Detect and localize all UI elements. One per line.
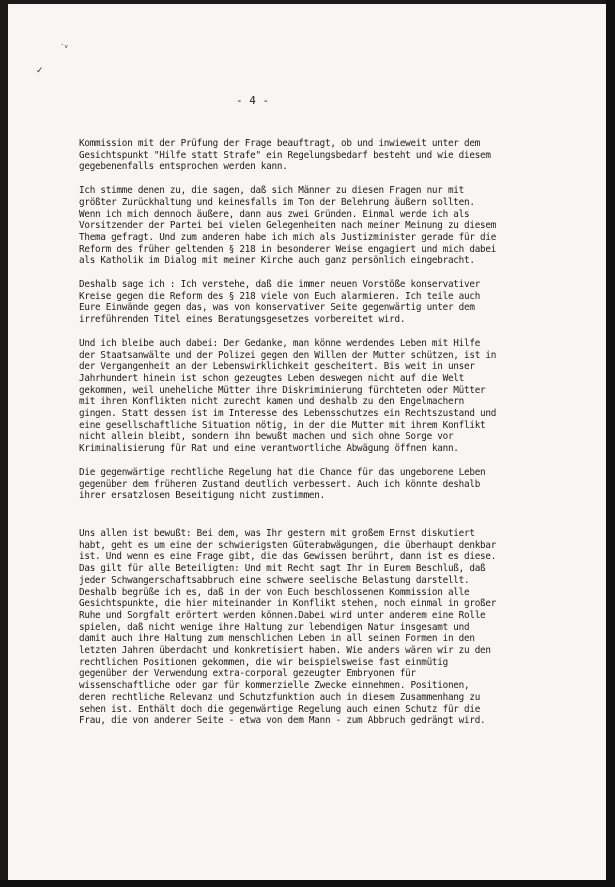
paragraph bbox=[79, 279, 559, 326]
text-line: Reform des früher geltenden § 218 in besonderer Weise engagiert und mich dabei bbox=[79, 243, 497, 255]
paragraph bbox=[79, 467, 559, 502]
text-line: größter Zurückhaltung und keinesfalls im Ton der Belehrung äußern sollten. bbox=[79, 196, 475, 208]
text-line: gingen. Statt dessen ist im Interesse des Lebensschutzes ein Rechtszustand und bbox=[79, 408, 497, 420]
text-line: gekommen, weil uneheliche Mütter ihre Diskriminierung fürchteten oder Mütter bbox=[79, 384, 486, 396]
text-line: mit ihren Konflikten nicht zurecht kamen und deshalb zu den Engelmachern bbox=[79, 396, 464, 408]
text-line: Vorsitzender der Partei bei vielen Gelegenheiten nach meiner Meinung zu diesem bbox=[79, 220, 497, 232]
scan-border-right bbox=[606, 0, 615, 887]
text-line: rechtlichen Positionen gekommen, die wir beispielsweise fast einmütig bbox=[79, 656, 448, 668]
paragraph bbox=[79, 138, 559, 173]
scan-mark: ˙ᵛ bbox=[60, 44, 69, 54]
text-line: als Katholik im Dialog mit meiner Kirche auch ganz persönlich eingebracht. bbox=[79, 255, 475, 267]
text-line: wissenschaftliche oder gar für kommerzielle Zwecke einnehmen. Positionen, bbox=[79, 680, 470, 692]
text-line: deren rechtliche Relevanz und Schutzfunktion auch in diesem Zusammenhang zu bbox=[79, 691, 481, 703]
text-line: der Vergangenheit an der Lebenswirklichkeit gescheitert. Bis weit in unser bbox=[79, 361, 475, 373]
text-line: Kriminalisierung für Rat und eine verantwortliche Abwägung öffnen kann. bbox=[79, 443, 459, 455]
text-line: Und ich bleibe auch dabei: Der Gedanke, man könne werdendes Leben mit Hilfe bbox=[79, 337, 481, 349]
paragraph bbox=[79, 185, 559, 267]
text-line: Kommission mit der Prüfung der Frage beauftragt, ob und inwieweit unter dem bbox=[79, 138, 481, 149]
text-line: der Staatsanwälte und der Polizei gegen den Willen der Mutter schützen, ist in bbox=[79, 349, 497, 361]
text-line: Kreise gegen die Reform des § 218 viele von Euch alarmieren. Ich teile auch bbox=[79, 290, 481, 302]
page-number: - 4 - bbox=[236, 94, 270, 107]
paragraph bbox=[79, 338, 559, 455]
text-line: Wenn ich mich dennoch äußere, dann aus zwei Gründen. Einmal werde ich als bbox=[79, 208, 470, 220]
text-line: Ich stimme denen zu, die sagen, daß sich Männer zu diesen Fragen nur mit bbox=[79, 185, 464, 197]
text-line: habt, geht es um eine der schwierigsten Güterabwägungen, die überhaupt denkbar bbox=[79, 539, 497, 551]
text-line: damit auch ihre Haltung zum menschlichen Leben in all seinen Formen in den bbox=[79, 633, 475, 645]
document-body bbox=[79, 138, 559, 727]
text-line: sehen ist. Enthält doch die gegenwärtige Regelung auch einen Schutz für die bbox=[79, 703, 481, 715]
document-page bbox=[8, 4, 606, 880]
text-line: spielen, daß nicht wenige ihre Haltung zur lebendigen Natur insgesamt und bbox=[79, 621, 470, 633]
text-line: Thema gefragt. Und zum anderen habe ich mich als Justizminister gerade für die bbox=[79, 231, 497, 243]
text-line: gegenüber dem früheren Zustand deutlich verbessert. Auch ich könnte deshalb bbox=[79, 478, 481, 490]
text-line: Jahrhundert hinein ist schon gezeugtes Leben deswegen nicht auf die Welt bbox=[79, 372, 464, 384]
text-line: irreführenden Titel eines Beratungsgesetzes vorbereitet wird. bbox=[79, 314, 406, 326]
text-line: Das gilt für alle Beteiligten: Und mit Recht sagt Ihr in Eurem Beschluß, daß bbox=[79, 563, 486, 575]
text-line: letzten Jahren überdacht und konkretisiert haben. Wie anders wären wir zu den bbox=[79, 645, 491, 657]
text-line: Gesichtspunkt "Hilfe statt Strafe" ein Regelungsbedarf besteht und wie diesem bbox=[79, 149, 491, 161]
text-line: Uns allen ist bewußt: Bei dem, was Ihr gestern mit großem Ernst diskutiert bbox=[79, 527, 475, 539]
text-line: Deshalb begrüße ich es, daß in der von Euch beschlossenen Kommission alle bbox=[79, 586, 470, 598]
text-line: jeder Schwangerschaftsabbruch eine schwere seelische Belastung darstellt. bbox=[79, 574, 470, 586]
text-line: Deshalb sage ich : Ich verstehe, daß die immer neuen Vorstöße konservativer bbox=[79, 279, 481, 291]
text-line: Gesichtspunkte, die hier miteinander in Konflikt stehen, noch einmal in großer bbox=[79, 598, 497, 610]
text-line: Eure Einwände gegen das, was von konservativer Seite gegenwärtig unter dem bbox=[79, 302, 475, 314]
text-line: gegebenenfalls entsprochen werden kann. bbox=[79, 161, 288, 173]
text-line: Die gegenwärtige rechtliche Regelung hat die Chance für das ungeborene Leben bbox=[79, 466, 486, 478]
scan-mark: ✓ bbox=[36, 66, 44, 76]
text-line: gegenüber der Verwendung extra-corporal gezeugter Embryonen für bbox=[79, 668, 416, 680]
paragraph bbox=[79, 528, 559, 727]
text-line: ihrer ersatzlosen Beseitigung nicht zustimmen. bbox=[79, 490, 325, 502]
text-line: ist. Und wenn es eine Frage gibt, die das Gewissen berührt, dann ist es diese. bbox=[79, 551, 497, 563]
text-line: nicht allein bleibt, sondern ihn bewußt machen und sich ohne Sorge vor bbox=[79, 431, 454, 443]
text-line: Frau, die von anderer Seite - etwa von dem Mann - zum Abbruch gedrängt wird. bbox=[79, 715, 486, 727]
text-line: eine gesellschaftliche Situation nötig, in der die Mutter mit ihrem Konflikt bbox=[79, 419, 486, 431]
scan-border-bottom bbox=[0, 880, 615, 887]
text-line: Ruhe und Sorgfalt erörtert werden können.Dabei wird unter anderem eine Rolle bbox=[79, 609, 486, 621]
